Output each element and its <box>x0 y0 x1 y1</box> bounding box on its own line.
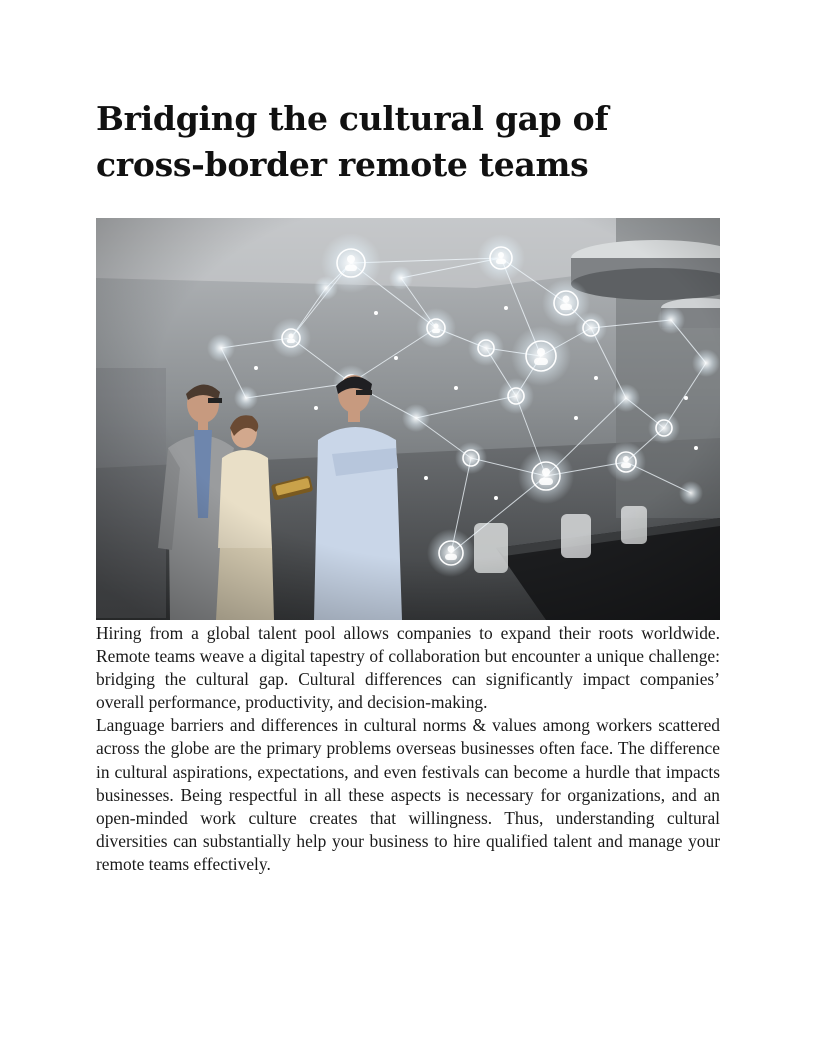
paragraph-1: Hiring from a global talent pool allows companies to expand their roots worldwide. Remote teams weave a digital tapestry of collaboration but encounter a unique challenge: bridging the cultural gap. Cultural differences can significantly impact companies’ overall performance, productivity, and decision-making. <box>96 623 720 713</box>
network-people-photo-icon <box>96 218 720 620</box>
paragraph-2: Language barriers and differences in cultural norms & values among workers scattered across the globe are the primary problems overseas businesses often face. The difference in cultural aspirations, expectations, and even festivals can become a hurdle that impacts businesses. Being respectful in all these aspects is necessary for organizations, and an open-minded work culture creates that willingness. Thus, understanding cultural diversities can substantially help your business to hire qualified talent and manage your remote teams effectively. <box>96 715 720 874</box>
document-page <box>96 96 720 876</box>
hero-image <box>96 218 720 620</box>
article-body <box>96 622 720 876</box>
article-title: Bridging the cultural gap of cross-border remote teams <box>96 99 609 184</box>
